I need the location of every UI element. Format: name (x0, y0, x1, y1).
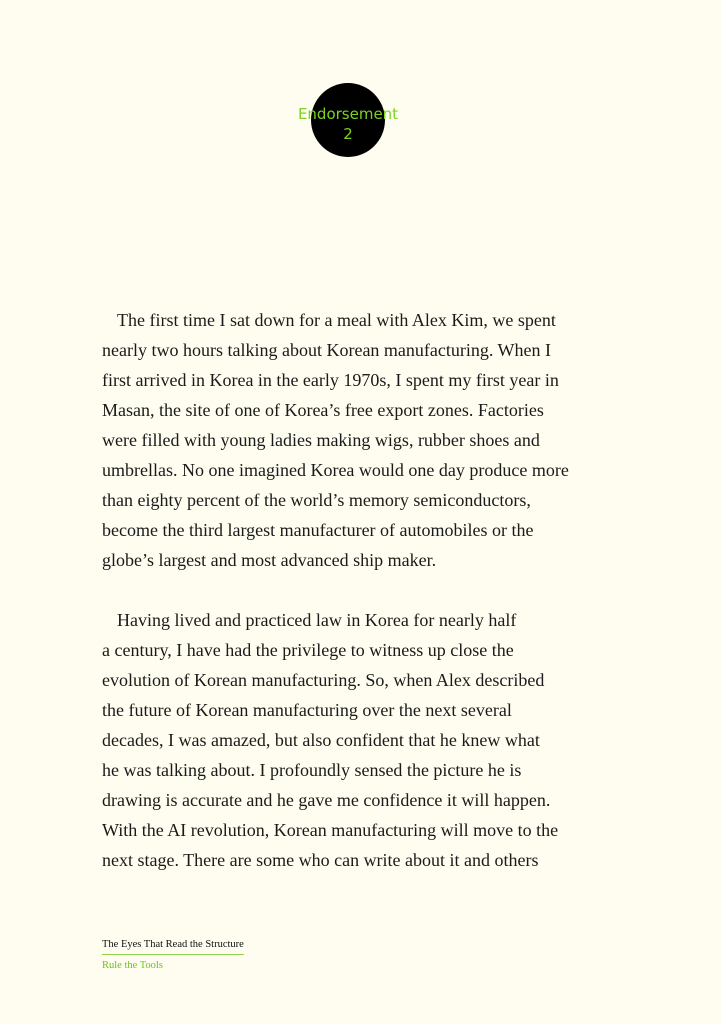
text-line: Having lived and practiced law in Korea for nearly half (117, 610, 517, 630)
text-line: With the AI revolution, Korean manufacturing will move to the (102, 820, 559, 840)
text-line: a century, I have had the privilege to witness up close the (102, 640, 514, 660)
book-title: The Eyes That Read the Structure (102, 938, 244, 955)
paragraph-1 (102, 305, 622, 575)
badge-label-line2: 2 (343, 125, 353, 143)
text-line: The first time I sat down for a meal with Alex Kim, we spent (117, 310, 556, 330)
text-line: umbrellas. No one imagined Korea would one day produce more (102, 460, 569, 480)
text-line: globe’s largest and most advanced ship maker. (102, 550, 437, 570)
text-line: the future of Korean manufacturing over the next several (102, 700, 512, 720)
section-badge-label (248, 104, 448, 144)
text-line: next stage. There are some who can write about it and others (102, 850, 539, 870)
text-line: become the third largest manufacturer of automobiles or the (102, 520, 534, 540)
paragraph-2 (102, 605, 622, 875)
text-line: decades, I was amazed, but also confident that he knew what (102, 730, 540, 750)
text-line: were filled with young ladies making wigs, rubber shoes and (102, 430, 540, 450)
text-line: first arrived in Korea in the early 1970s, I spent my first year in (102, 370, 559, 390)
text-line: drawing is accurate and he gave me confidence it will happen. (102, 790, 551, 810)
text-line: he was talking about. I profoundly sensed the picture he is (102, 760, 522, 780)
text-line: than eighty percent of the world’s memory semiconductors, (102, 490, 531, 510)
book-subtitle: Rule the Tools (102, 960, 163, 971)
text-line: Masan, the site of one of Korea’s free export zones. Factories (102, 400, 544, 420)
running-footer (102, 934, 272, 973)
badge-label-line1: Endorsement (297, 105, 399, 123)
endorsement-body (102, 305, 622, 905)
text-line: evolution of Korean manufacturing. So, when Alex described (102, 670, 545, 690)
text-line: nearly two hours talking about Korean manufacturing. When I (102, 340, 552, 360)
